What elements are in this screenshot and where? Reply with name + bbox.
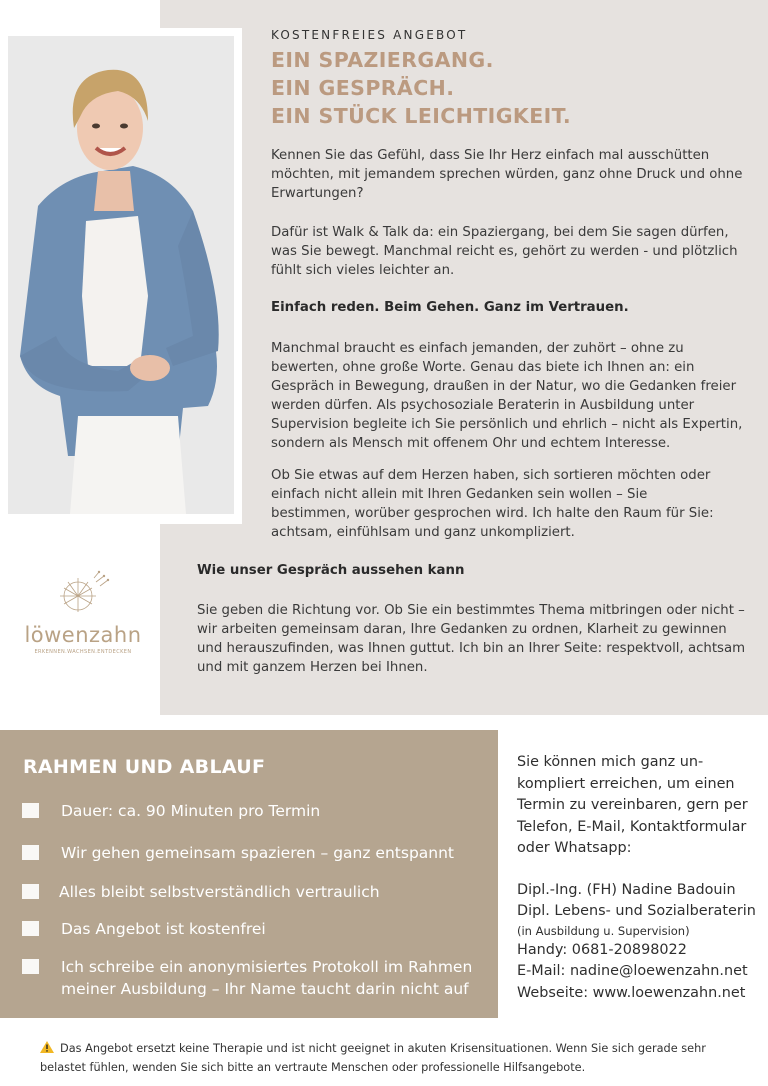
list-item-text: Dauer: ca. 90 Minuten pro Termin xyxy=(61,802,321,820)
contact-website[interactable]: Webseite: www.loewenzahn.net xyxy=(517,984,746,1001)
contact-block xyxy=(517,752,762,1004)
logo-tagline: ERKENNEN.WACHSEN.ENTDECKEN xyxy=(34,649,132,655)
headline-line-2: EIN GESPRÄCH. xyxy=(271,76,455,100)
checkbox-icon xyxy=(22,921,39,936)
portrait-photo xyxy=(8,36,234,514)
list-item xyxy=(22,881,380,903)
contact-email[interactable]: E-Mail: nadine@loewenzahn.net xyxy=(517,963,748,979)
checkbox-icon xyxy=(22,845,39,860)
contact-phone[interactable]: Handy: 0681-20898022 xyxy=(517,941,687,958)
eyebrow-label: KOSTENFREIES ANGEBOT xyxy=(271,28,468,42)
list-item-text: Wir gehen gemeinsam spazieren – ganz entspannt xyxy=(61,844,455,862)
contact-intro-line: Sie können mich ganz un- xyxy=(517,754,704,770)
checkbox-icon xyxy=(22,884,39,899)
headline-line-3: EIN STÜCK LEICHTIGKEIT. xyxy=(271,104,572,128)
contact-intro-line: Telefon, E-Mail, Kontaktformular xyxy=(517,818,747,835)
checkbox-icon xyxy=(22,803,39,818)
dandelion-icon xyxy=(24,568,142,624)
contact-intro-line: oder Whatsapp: xyxy=(517,840,632,856)
list-item xyxy=(22,956,492,1000)
contact-intro-line: Termin zu vereinbaren, gern per xyxy=(517,797,748,813)
intro-paragraph-2: Dafür ist Walk & Talk da: ein Spaziergang, bei dem Sie sagen dürfen, was Sie bewegt. Manchmal reicht es, gehört zu werden - und plötzlich fühlt sich vieles leichter an. xyxy=(271,225,738,278)
rahmen-box xyxy=(0,730,498,1018)
intro-paragraph-3: Manchmal braucht es einfach jemanden, der zuhört – ohne zu bewerten, ohne große Worte. Genau das biete ich Ihnen an: ein Gespräch in Bewegung, draußen in der Natur, wo die Gedanken freier werden dürfen. Als psychosoziale Beraterin in Ausbildung unter Supervision begleite ich Sie persönlich und ehrlich – nicht als Expertin, sondern als Mensch mit offenem Ohr und echtem Interesse. xyxy=(271,341,743,451)
headline xyxy=(271,46,571,130)
disclaimer xyxy=(40,1040,740,1077)
list-item-text: Ich schreibe ein anonymisiertes Protokoll im Rahmen meiner Ausbildung – Ihr Name taucht darin nicht auf xyxy=(61,958,473,998)
list-item xyxy=(22,842,454,864)
tagline: Einfach reden. Beim Gehen. Ganz im Vertrauen. xyxy=(271,300,629,315)
gespraech-heading: Wie unser Gespräch aussehen kann xyxy=(197,563,465,578)
rahmen-title: RAHMEN UND ABLAUF xyxy=(23,756,266,778)
list-item xyxy=(22,918,266,940)
contact-training: (in Ausbildung u. Supervision) xyxy=(517,923,690,938)
intro-paragraph-1: Kennen Sie das Gefühl, dass Sie Ihr Herz einfach mal ausschütten möchten, mit jemandem sprechen würden, ganz ohne Druck und ohne Erwartungen? xyxy=(271,148,743,201)
contact-name: Dipl.-Ing. (FH) Nadine Badouin xyxy=(517,881,736,898)
intro-paragraph-4: Ob Sie etwas auf dem Herzen haben, sich sortieren möchten oder einfach nicht allein mit Ihren Gedanken sein wollen – Sie bestimmen, worüber gesprochen wird. Ich halte den Raum für Sie: achtsam, einfühlsam und ganz unkompliziert. xyxy=(271,468,714,540)
headline-line-1: EIN SPAZIERGANG. xyxy=(271,48,494,72)
contact-intro-line: kompliert erreichen, um einen xyxy=(517,775,735,792)
warning-icon xyxy=(40,1041,54,1053)
list-item-text: Alles bleibt selbstverständlich vertraulich xyxy=(59,883,380,901)
loewenzahn-logo xyxy=(24,568,142,660)
disclaimer-text: Das Angebot ersetzt keine Therapie und ist nicht geeignet in akuten Krisensituationen. Wenn Sie sich gerade sehr belastet fühlen, wenden Sie sich bitte an vertraute Menschen oder professionelle Hilfsangebote. xyxy=(40,1042,706,1074)
contact-title: Dipl. Lebens- und Sozialberaterin xyxy=(517,903,756,919)
list-item xyxy=(22,800,320,822)
checkbox-icon xyxy=(22,959,39,974)
logo-wordmark: löwenzahn xyxy=(24,623,142,647)
list-item-text: Das Angebot ist kostenfrei xyxy=(61,920,266,938)
gespraech-text: Sie geben die Richtung vor. Ob Sie ein bestimmtes Thema mitbringen oder nicht – wir arbeiten gemeinsam daran, Ihre Gedanken zu ordnen, Klarheit zu gewinnen und herauszufinden, was Ihnen guttut. Ich bin an Ihrer Seite: respektvoll, achtsam und mit ganzem Herzen bei Ihnen. xyxy=(197,603,746,675)
